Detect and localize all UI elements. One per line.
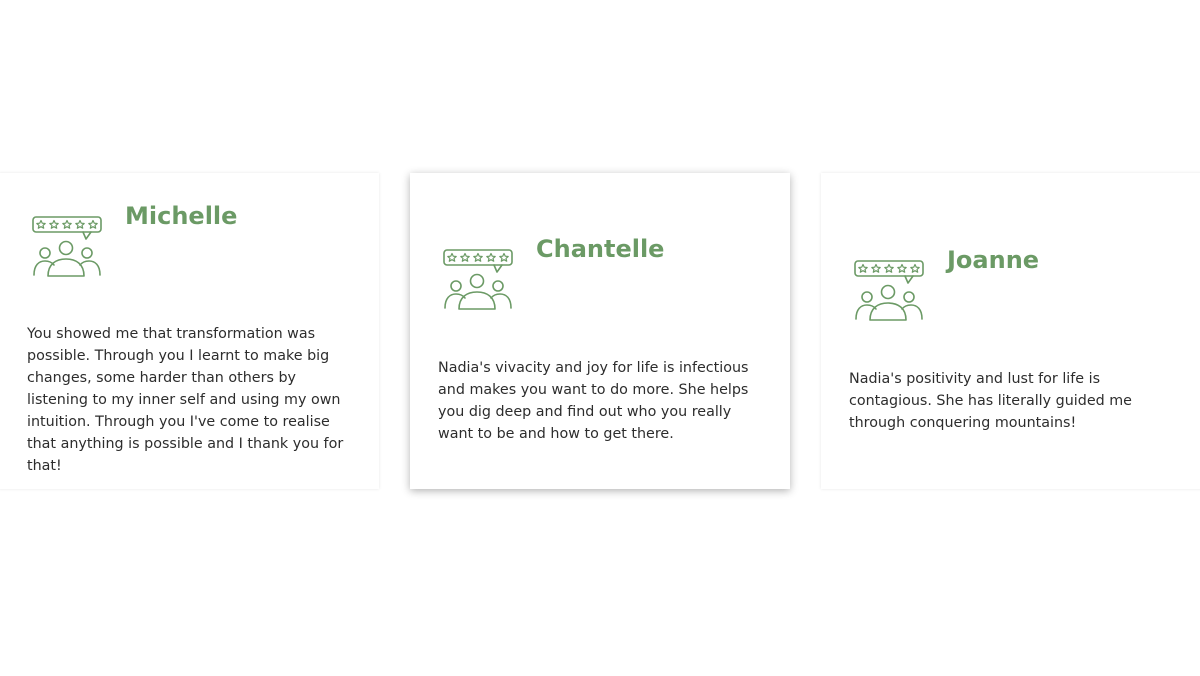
review-group-icon — [31, 215, 103, 279]
testimonial-name: Michelle — [125, 202, 238, 230]
review-group-icon — [853, 259, 925, 323]
testimonial-quote: You showed me that transformation was possible. Through you I learnt to make big changes, some harder than others by listening to my inner self and using my own intuition. Through you I've come to realise that anything is possible and I thank you for that! — [27, 326, 344, 474]
review-group-icon — [442, 248, 514, 312]
testimonial-name: Joanne — [947, 246, 1040, 274]
testimonial-quote: Nadia's vivacity and joy for life is infectious and makes you want to do more. She helps you dig deep and find out who you really want to be and how to get there. — [438, 360, 749, 442]
testimonial-card-michelle — [0, 173, 379, 489]
testimonial-quote: Nadia's positivity and lust for life is contagious. She has literally guided me through conquering mountains! — [849, 371, 1132, 431]
testimonial-name: Chantelle — [536, 235, 665, 263]
testimonial-card-joanne — [821, 173, 1200, 489]
testimonial-card-chantelle — [410, 173, 790, 489]
